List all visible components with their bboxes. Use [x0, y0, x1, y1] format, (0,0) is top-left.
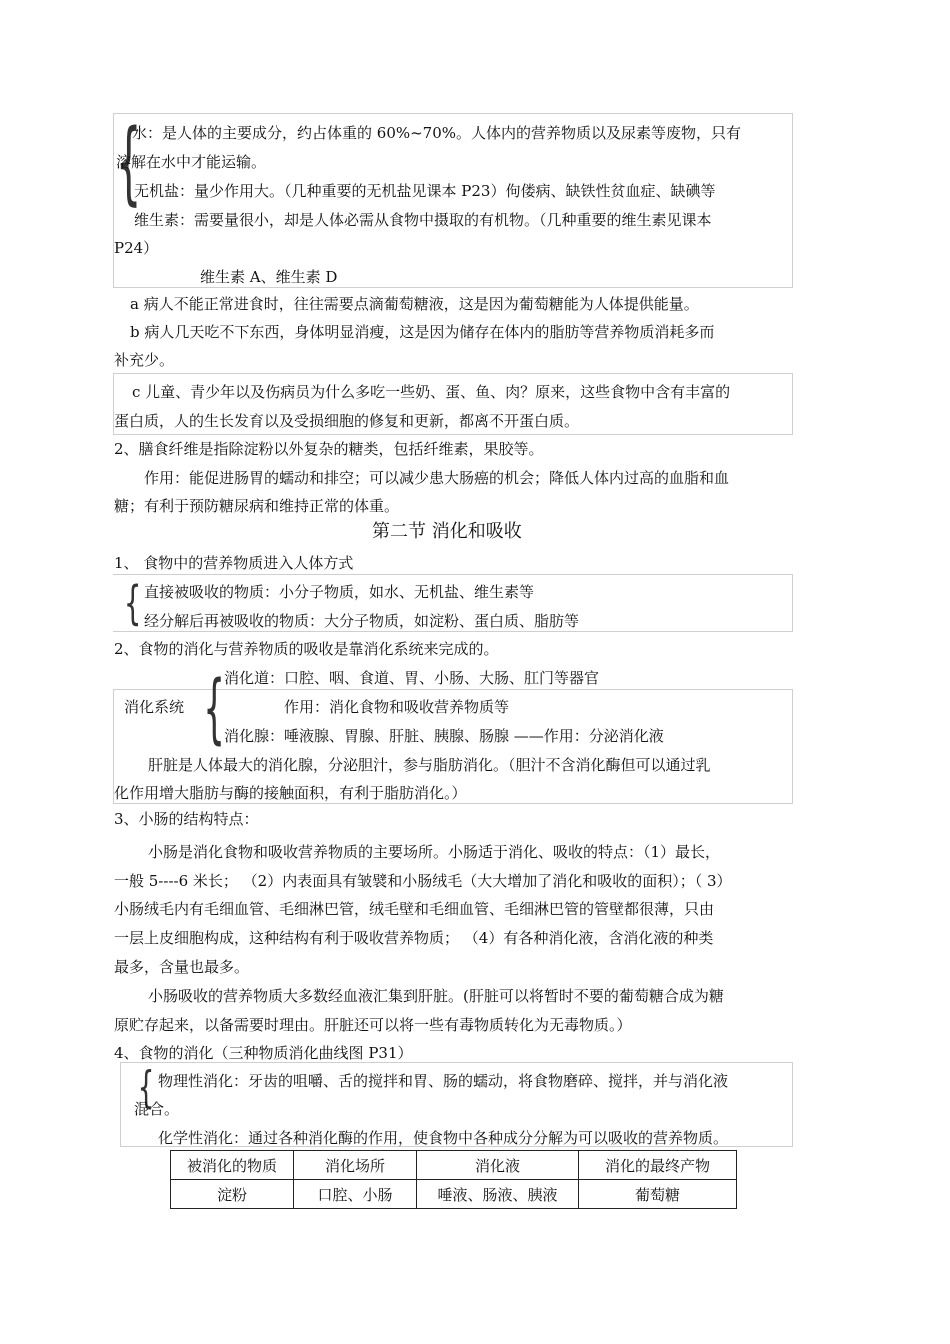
intestine-p1-4: 一层上皮细胞构成，这种结构有利于吸收营养物质； （4）有各种消化液，含消化液的种类: [114, 929, 714, 947]
fiber-title: 2、膳食纤维是指除淀粉以外复杂的糖类，包括纤维素，果胶等。: [114, 440, 544, 458]
liver-line-1: 肝脏是人体最大的消化腺，分泌胆汁，参与脂肪消化。（胆汁不含消化酶但可以通过乳: [148, 756, 711, 774]
intestine-p1-3: 小肠绒毛内有毛细血管、毛细淋巴管，绒毛壁和毛细血管、毛细淋巴管的管壁都很薄，只由: [114, 900, 715, 918]
left-brace-icon: {: [123, 576, 142, 630]
intestine-p1-5: 最多，含量也最多。: [114, 958, 250, 976]
chemical-digestion: 化学性消化：通过各种消化酶的作用，使食物中各种成分分解为可以吸收的营养物质。: [158, 1129, 729, 1147]
left-brace-icon: {: [115, 110, 142, 215]
liver-line-2: 化作用增大脂肪与酶的接触面积，有利于脂肪消化。）: [114, 784, 467, 802]
salt-line: 无机盐：量少作用大。（几种重要的无机盐见课本 P23）佝偻病、缺铁性贫血症、缺碘等: [134, 182, 716, 200]
example-c-2: 蛋白质，人的生长发育以及受损细胞的修复和更新，都离不开蛋白质。: [114, 412, 580, 430]
example-a: a 病人不能正常进食时，往往需要点滴葡萄糖液，这是因为葡萄糖能为人体提供能量。: [130, 295, 699, 313]
item-2: 2、食物的消化与营养物质的吸收是靠消化系统来完成的。: [114, 640, 499, 658]
table-header-cell: 消化液: [417, 1151, 579, 1180]
system-function: 作用：消化食物和吸收营养物质等: [284, 698, 510, 716]
vitamin-line-2: P24）: [114, 239, 159, 257]
section-heading: 第二节 消化和吸收: [372, 521, 522, 542]
table-cell: 葡萄糖: [579, 1180, 737, 1209]
table-header-cell: 被消化的物质: [171, 1151, 294, 1180]
table-cell: 口腔、小肠: [294, 1180, 417, 1209]
table-header-row: [171, 1151, 737, 1180]
item-4: 4、食物的消化（三种物质消化曲线图 P31）: [114, 1044, 413, 1062]
table-row: [171, 1180, 737, 1209]
fiber-effect-1: 作用：能促进肠胃的蠕动和排空；可以减少患大肠癌的机会；降低人体内过高的血脂和血: [144, 469, 730, 487]
water-line-2: 溶解在水中才能运输。: [116, 153, 267, 171]
water-line-1: 水：是人体的主要成分，约占体重的 60%~70%。人体内的营养物质以及尿素等废物，只有: [132, 124, 742, 142]
direct-absorption: 直接被吸收的物质：小分子物质，如水、无机盐、维生素等: [144, 583, 535, 601]
physical-digestion-2: 混合。: [134, 1100, 180, 1118]
table-header-cell: 消化的最终产物: [579, 1151, 737, 1180]
table-header-cell: 消化场所: [294, 1151, 417, 1180]
table-cell: 淀粉: [171, 1180, 294, 1209]
digestive-tract: 消化道：口腔、咽、食道、胃、小肠、大肠、肛门等器官: [224, 669, 600, 687]
example-b-1: b 病人几天吃不下东西，身体明显消瘦，这是因为储存在体内的脂肪等营养物质消耗多而: [130, 323, 715, 341]
decomposed-absorption: 经分解后再被吸收的物质：大分子物质，如淀粉、蛋白质、脂肪等: [144, 612, 580, 630]
left-brace-icon: {: [203, 663, 226, 752]
item-3: 3、小肠的结构特点：: [114, 810, 259, 828]
physical-digestion-1: 物理性消化：牙齿的咀嚼、舌的搅拌和胃、肠的蠕动，将食物磨碎、搅拌，并与消化液: [158, 1072, 729, 1090]
example-b-2: 补充少。: [114, 351, 175, 369]
example-c-1: c 儿童、青少年以及伤病员为什么多吃一些奶、蛋、鱼、肉？原来，这些食物中含有丰富的: [132, 383, 731, 401]
vitamin-ad-line: 维生素 A、维生素 D: [200, 268, 338, 286]
intestine-p1-1: 小肠是消化食物和吸收营养物质的主要场所。小肠适于消化、吸收的特点：（1）最长，: [148, 843, 721, 861]
intestine-p2-1: 小肠吸收的营养物质大多数经血液汇集到肝脏。(肝脏可以将暂时不要的葡萄糖合成为糖: [148, 987, 724, 1005]
vitamin-line-1: 维生素：需要量很小，却是人体必需从食物中摄取的有机物。（几种重要的维生素见课本: [134, 211, 712, 229]
intestine-p2-2: 原贮存起来，以备需要时理由。肝脏还可以将一些有毒物质转化为无毒物质。）: [114, 1016, 632, 1034]
left-brace-icon: {: [137, 1062, 155, 1113]
fiber-effect-2: 糖；有利于预防糖尿病和维持正常的体重。: [114, 497, 400, 515]
table-cell: 唾液、肠液、胰液: [417, 1180, 579, 1209]
intestine-p1-2: 一般 5----6 米长； （2）内表面具有皱襞和小肠绒毛（大大增加了消化和吸收的面积）；（ 3）: [114, 872, 732, 890]
digestive-system-label: 消化系统: [124, 698, 185, 716]
digestive-glands: 消化腺：唾液腺、胃腺、肝脏、胰腺、肠腺 ——作用：分泌消化液: [224, 727, 664, 745]
item-1: 1、 食物中的营养物质进入人体方式: [114, 554, 354, 572]
digestion-table: [170, 1150, 737, 1209]
